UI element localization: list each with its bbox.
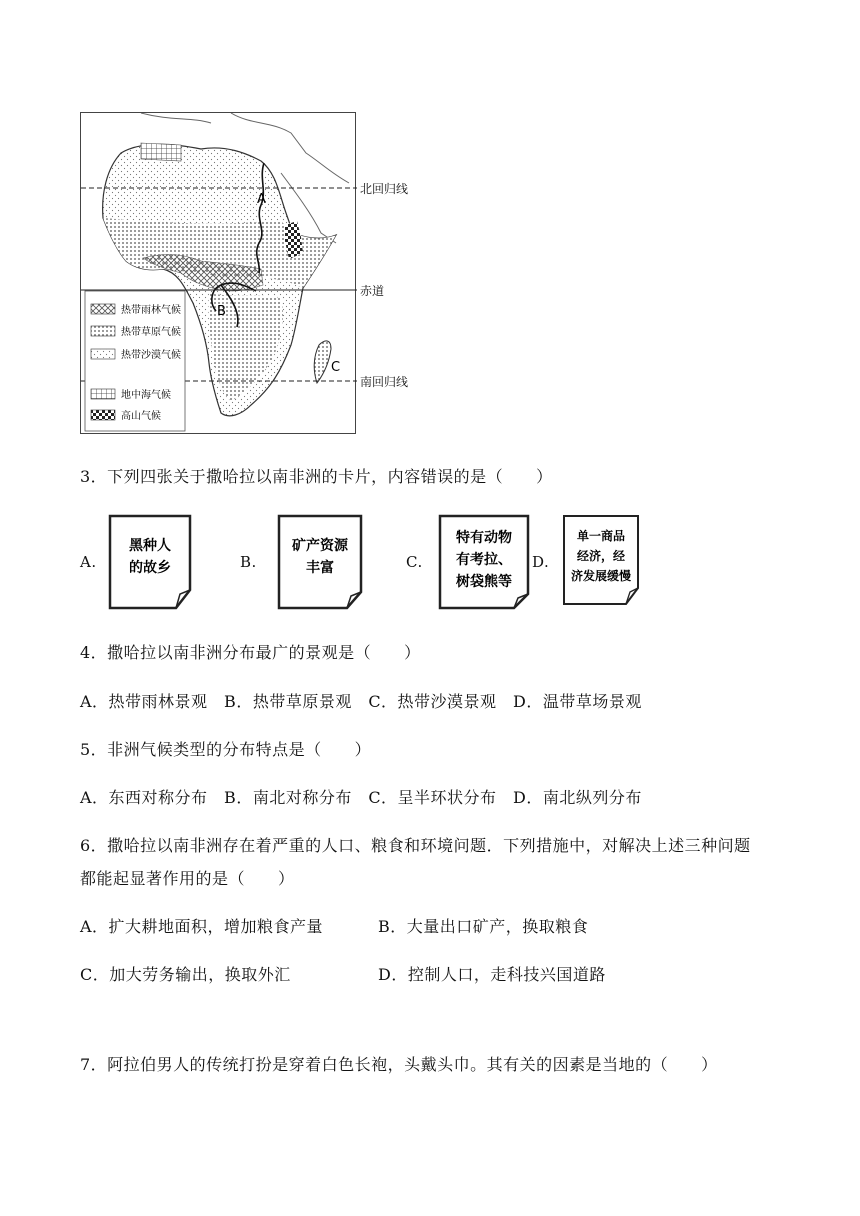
q6-option-c[interactable]: C．加大劳务输出，换取外汇 [80,965,291,984]
q3-card-b-line1: 矿产资源 [292,538,348,554]
q4-options[interactable]: A．热带雨林景观 B．热带草原景观 C．热带沙漠景观 D．温带草场景观 [80,692,642,711]
q6-stem-line2: 都能起显著作用的是（ ） [80,869,295,888]
q6-stem-line1: 6．撒哈拉以南非洲存在着严重的人口、粮食和环境问题．下列措施中，对解决上述三种问题 [80,836,751,855]
q3-card-a[interactable] [104,512,194,612]
q3-card-d[interactable] [560,512,642,608]
q3-option-a-label[interactable]: A. [80,553,97,571]
q3-option-b-label[interactable]: B. [240,553,257,571]
label-C: C [331,360,341,375]
q6-option-b[interactable]: B．大量出口矿产，换取粮食 [378,917,589,936]
legend-desert: 热带沙漠气候 [121,350,181,361]
q5-stem: 5．非洲气候类型的分布特点是（ ） [80,740,372,759]
q5-options[interactable]: A．东西对称分布 B．南北对称分布 C．呈半环状分布 D．南北纵列分布 [80,788,642,807]
q3-card-b-line2: 丰富 [306,560,334,576]
q4-stem: 4．撒哈拉以南非洲分布最广的景观是（ ） [80,643,421,662]
q3-option-c-label[interactable]: C. [406,553,423,571]
legend-highland: 高山气候 [121,411,161,422]
q3-card-d-line1: 单一商品 [576,529,626,543]
q7-stem: 7．阿拉伯男人的传统打扮是穿着白色长袍，头戴头巾。其有关的因素是当地的（ ） [80,1055,718,1074]
q3-card-a-line2: 的故乡 [129,560,171,576]
tropic-north-label: 北回归线 [360,182,409,196]
q3-card-b[interactable] [275,512,367,612]
equator-label: 赤道 [360,284,385,298]
legend-rainforest: 热带雨林气候 [121,305,181,316]
africa-map-drawing [81,113,357,435]
q6-option-d[interactable]: D．控制人口，走科技兴国道路 [378,965,606,984]
q3-card-d-line2: 经济，经 [576,549,626,563]
q3-card-a-line1: 黑种人 [129,538,171,554]
label-B: B [217,304,226,319]
africa-climate-map [80,112,356,434]
q3-card-c-line2: 有考拉、 [456,552,512,568]
legend-mediterranean: 地中海气候 [121,390,171,401]
q6-option-a[interactable]: A．扩大耕地面积，增加粮食产量 [80,917,324,936]
legend-savanna: 热带草原气候 [121,327,181,338]
q3-card-c-line3: 树袋熊等 [456,574,512,590]
label-A: A [257,192,266,207]
q3-stem: 3．下列四张关于撒哈拉以南非洲的卡片，内容错误的是（ ） [80,467,553,486]
q3-card-c[interactable] [436,512,534,612]
q3-card-c-line1: 特有动物 [456,530,512,546]
tropic-south-label: 南回归线 [360,375,409,389]
q3-card-d-line3: 济发展缓慢 [570,569,632,583]
q3-option-d-label[interactable]: D. [532,553,550,571]
